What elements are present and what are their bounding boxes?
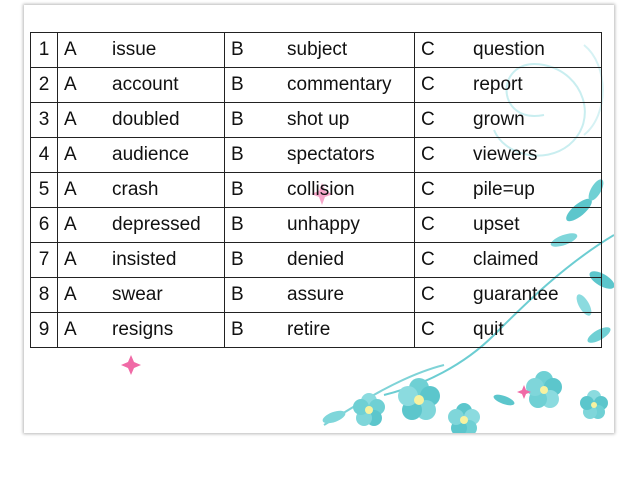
row-number: 6 [31,208,58,243]
option-letter: B [231,39,244,60]
option-word: pile=up [473,179,535,200]
option-c-cell [415,208,602,243]
option-b-cell [225,173,415,208]
row-number: 4 [31,138,58,173]
table-row [31,68,602,103]
option-b-cell [225,313,415,348]
option-word: assure [287,284,345,305]
option-letter: B [231,214,244,235]
table-row [31,313,602,348]
table-row [31,173,602,208]
option-c-cell [415,138,602,173]
option-letter: B [231,179,244,200]
option-word: account [112,74,179,95]
option-letter: C [421,249,435,270]
option-word: spectators [287,144,375,165]
row-number: 5 [31,173,58,208]
option-b-cell [225,138,415,173]
option-a-cell [58,103,225,138]
option-letter: A [64,74,77,95]
option-word: crash [112,179,159,200]
option-word: commentary [287,74,392,95]
row-number: 7 [31,243,58,278]
option-letter: C [421,144,435,165]
vocabulary-table [30,32,602,348]
option-word: question [473,39,545,60]
option-a-cell [58,138,225,173]
option-c-cell [415,243,602,278]
option-word: quit [473,319,504,340]
option-word: depressed [112,214,201,235]
option-a-cell [58,278,225,313]
option-letter: B [231,144,244,165]
row-number: 8 [31,278,58,313]
option-word: shot up [287,109,350,130]
row-number: 9 [31,313,58,348]
option-letter: B [231,284,244,305]
option-c-cell [415,313,602,348]
option-letter: C [421,109,435,130]
option-letter: B [231,74,244,95]
option-b-cell [225,243,415,278]
option-letter: C [421,74,435,95]
option-b-cell [225,33,415,68]
option-word: claimed [473,249,539,270]
option-letter: C [421,319,435,340]
option-word: viewers [473,144,538,165]
option-a-cell [58,68,225,103]
option-letter: B [231,249,244,270]
option-word: doubled [112,109,180,130]
option-b-cell [225,278,415,313]
option-word: insisted [112,249,177,270]
option-a-cell [58,33,225,68]
option-word: upset [473,214,520,235]
option-word: retire [287,319,331,340]
option-c-cell [415,68,602,103]
option-letter: C [421,214,435,235]
option-word: report [473,74,523,95]
option-b-cell [225,103,415,138]
option-c-cell [415,173,602,208]
option-c-cell [415,278,602,313]
table-row [31,103,602,138]
option-word: resigns [112,319,174,340]
table-row [31,278,602,313]
table-row [31,33,602,68]
option-letter: A [64,39,77,60]
option-b-cell [225,68,415,103]
option-letter: A [64,284,77,305]
option-a-cell [58,313,225,348]
option-letter: C [421,39,435,60]
option-letter: A [64,109,77,130]
option-c-cell [415,103,602,138]
option-c-cell [415,33,602,68]
row-number: 1 [31,33,58,68]
option-word: guarantee [473,284,559,305]
option-word: issue [112,39,157,60]
option-word: audience [112,144,190,165]
option-letter: C [421,179,435,200]
option-a-cell [58,243,225,278]
table-row [31,208,602,243]
option-letter: C [421,284,435,305]
option-a-cell [58,173,225,208]
row-number: 3 [31,103,58,138]
option-letter: A [64,319,77,340]
option-letter: A [64,144,77,165]
option-word: grown [473,109,525,130]
option-letter: A [64,249,77,270]
option-letter: A [64,214,77,235]
table-row [31,138,602,173]
option-letter: B [231,109,244,130]
option-word: subject [287,39,348,60]
option-a-cell [58,208,225,243]
option-word: unhappy [287,214,360,235]
slide [24,5,614,433]
option-word: collision [287,179,355,200]
option-word: swear [112,284,163,305]
option-letter: A [64,179,77,200]
option-word: denied [287,249,345,270]
option-letter: B [231,319,244,340]
option-b-cell [225,208,415,243]
row-number: 2 [31,68,58,103]
table-row [31,243,602,278]
